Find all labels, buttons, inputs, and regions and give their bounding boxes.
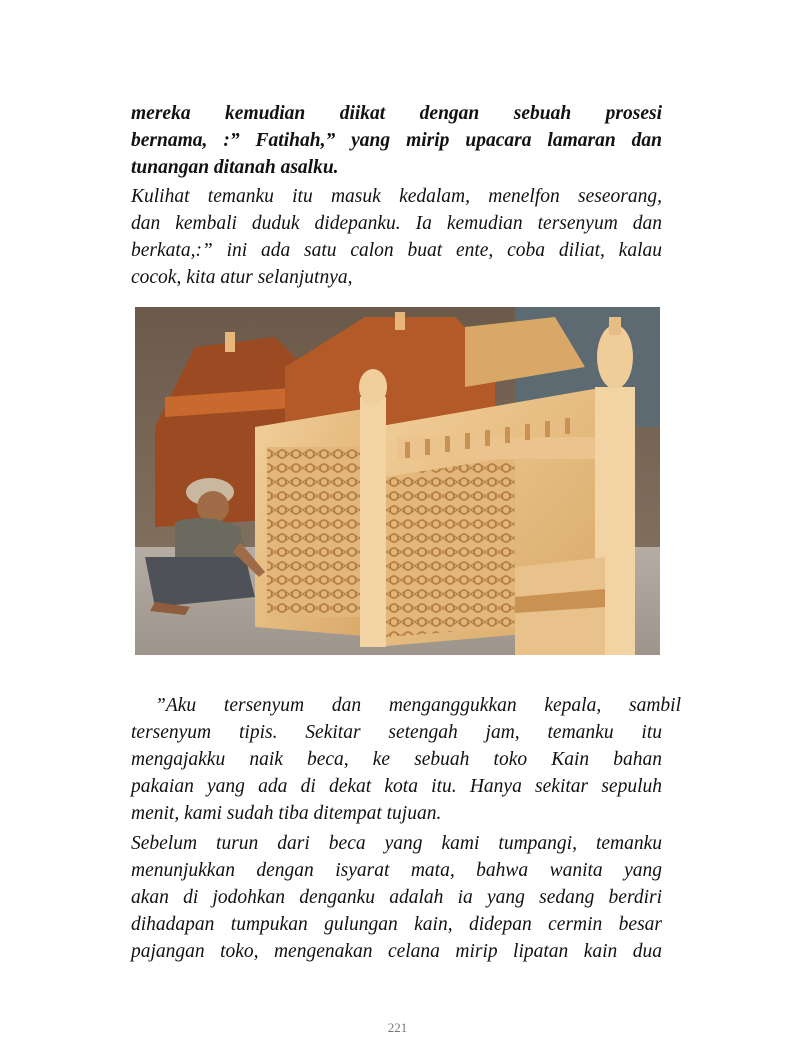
- body-paragraph: [131, 692, 681, 827]
- page-number: 221: [387, 1020, 408, 1035]
- text-line: tersenyum tipis. Sekitar setengah jam, temanku itu: [131, 722, 662, 743]
- body-paragraph: [131, 830, 662, 965]
- text-line: dihadapan tumpukan gulungan kain, didepan cermin besar: [131, 914, 662, 935]
- text-line: pakaian yang ada di dekat kota itu. Hanya sekitar sepuluh: [131, 776, 662, 797]
- mimbar-photo: [135, 307, 660, 655]
- text-line: bernama, :” Fatihah,” yang mirip upacara lamaran dan: [131, 130, 662, 151]
- text-line: pajangan toko, mengenakan celana mirip lipatan kain dua: [131, 941, 662, 962]
- bold-paragraph: [131, 100, 662, 181]
- text-line: mengajakku naik beca, ke sebuah toko Kain bahan: [131, 749, 662, 770]
- text-line: dan kembali duduk didepanku. Ia kemudian tersenyum dan: [131, 213, 662, 234]
- text-line: Kulihat temanku itu masuk kedalam, menelfon seseorang,: [131, 186, 662, 207]
- text-line: mereka kemudian diikat dengan sebuah prosesi: [131, 103, 662, 124]
- text-line: Sebelum turun dari beca yang kami tumpangi, temanku: [131, 833, 662, 854]
- text-line: akan di jodohkan denganku adalah ia yang sedang berdiri: [131, 887, 662, 908]
- text-line: ”Aku tersenyum dan menganggukkan kepala, sambil: [155, 695, 681, 716]
- text-line: menit, kami sudah tiba ditempat tujuan.: [131, 803, 442, 824]
- text-line: menunjukkan dengan isyarat mata, bahwa wanita yang: [131, 860, 662, 881]
- text-line: tunangan ditanah asalku.: [131, 157, 339, 178]
- body-paragraph: [131, 183, 662, 291]
- text-line: cocok, kita atur selanjutnya,: [131, 267, 353, 288]
- text-line: berkata,:” ini ada satu calon buat ente, coba diliat, kalau: [131, 240, 662, 261]
